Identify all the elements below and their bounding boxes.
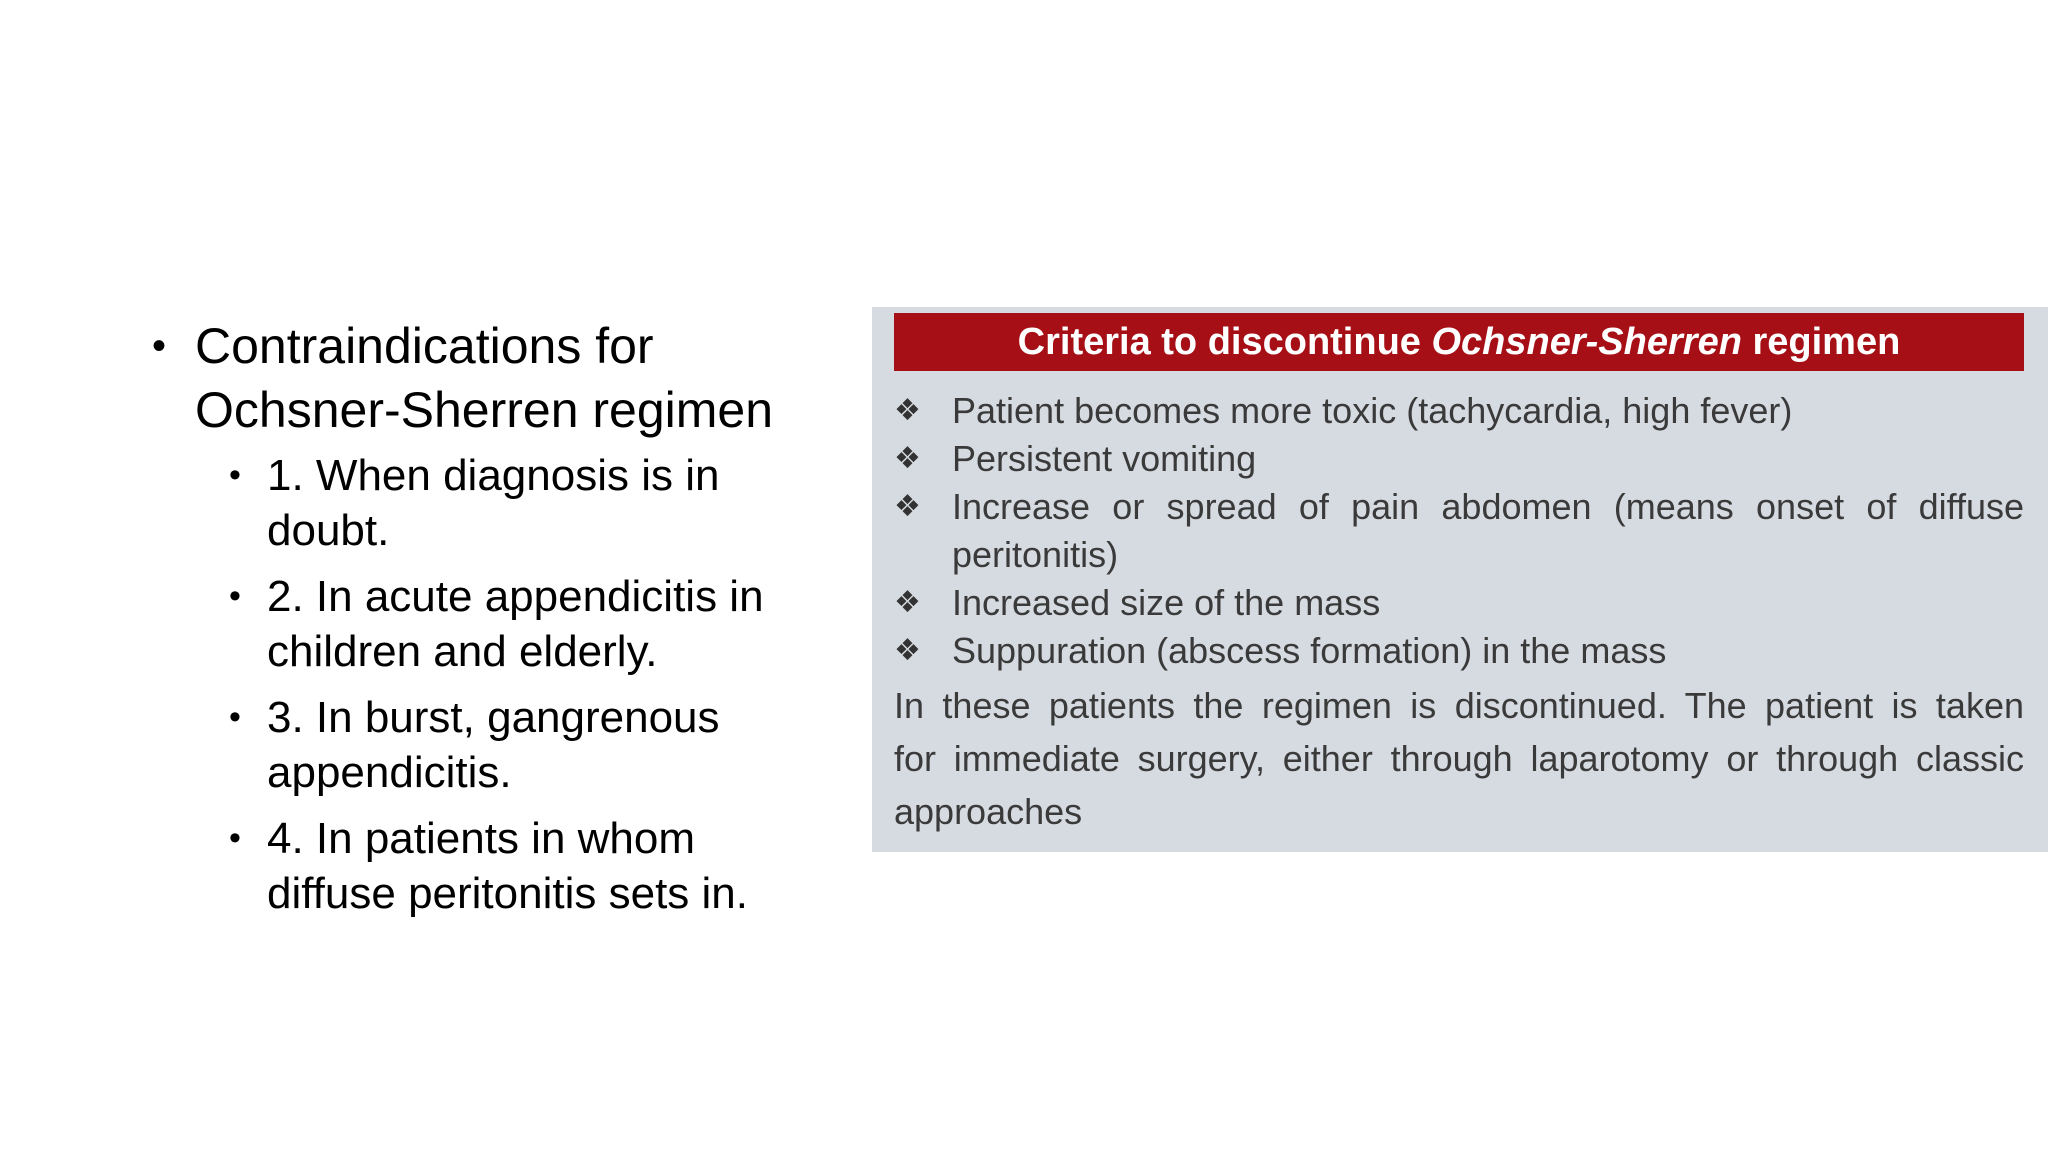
criteria-title-italic: Ochsner-Sherren — [1431, 321, 1742, 363]
bullet-icon: • — [229, 698, 241, 736]
list-item-line-1: 1. When diagnosis is in — [267, 451, 720, 500]
criteria-item-text: Persistent vomiting — [952, 438, 1257, 479]
criteria-item-text: Suppuration (abscess formation) in the mass — [952, 630, 1667, 671]
diamond-bullet-icon: ❖ — [894, 441, 921, 476]
criteria-title-end: regimen — [1741, 321, 1901, 363]
list-item — [229, 690, 852, 800]
criteria-item-text: Patient becomes more toxic (tachycardia, high fever) — [952, 390, 1793, 431]
list-item — [229, 569, 852, 679]
criteria-item — [894, 435, 2024, 483]
list-item-line-1: 4. In patients in whom — [267, 814, 696, 863]
bullet-icon: • — [229, 577, 241, 615]
bullet-icon: • — [152, 324, 167, 368]
footer-line-1: In these patients the regimen is discontinued. The patient is taken — [894, 685, 2024, 726]
list-item-line-2: doubt. — [267, 506, 390, 555]
criteria-item — [894, 483, 2024, 579]
contraindications-block — [152, 314, 852, 932]
bullet-icon: • — [229, 456, 241, 494]
list-item-line-1: 3. In burst, gangrenous — [267, 693, 720, 742]
bullet-icon: • — [229, 819, 241, 857]
list-item-line-2: children and elderly. — [267, 627, 658, 676]
diamond-bullet-icon: ❖ — [894, 633, 921, 668]
criteria-image-box — [872, 307, 2048, 852]
criteria-item-text: Increased size of the mass — [952, 582, 1381, 623]
footer-line-2: for immediate surgery, either through laparotomy or through classic — [894, 738, 2024, 779]
diamond-bullet-icon: ❖ — [894, 489, 921, 524]
list-item-line-2: appendicitis. — [267, 748, 512, 797]
criteria-item — [894, 579, 2024, 627]
criteria-title-start: Criteria to discontinue — [1017, 321, 1432, 363]
criteria-item-text: Increase or spread of pain abdomen (means onset of diffuse — [952, 486, 2024, 527]
criteria-list — [894, 387, 2024, 675]
list-item-line-2: diffuse peritonitis sets in. — [267, 869, 748, 918]
list-item-line-1: 2. In acute appendicitis in — [267, 572, 764, 621]
list-item — [229, 811, 852, 921]
list-item — [229, 448, 852, 558]
diamond-bullet-icon: ❖ — [894, 393, 921, 428]
criteria-footer-note — [894, 679, 2024, 838]
diamond-bullet-icon: ❖ — [894, 585, 921, 620]
contraindications-heading — [152, 314, 852, 442]
criteria-title — [894, 313, 2024, 371]
criteria-item — [894, 627, 2024, 675]
criteria-item — [894, 387, 2024, 435]
contraindications-list — [152, 448, 852, 921]
heading-line-1: Contraindications for — [195, 318, 654, 374]
criteria-item-text-continued: peritonitis) — [952, 534, 1119, 575]
footer-line-3: approaches — [894, 791, 1083, 832]
heading-line-2: Ochsner-Sherren regimen — [195, 382, 774, 438]
